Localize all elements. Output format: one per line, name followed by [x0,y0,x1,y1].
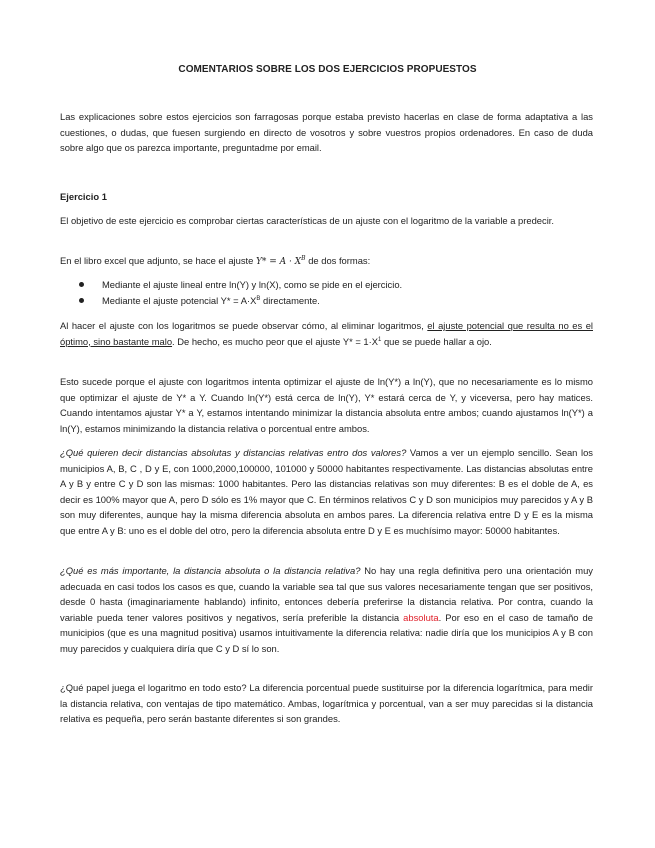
libro-formula [256,257,306,267]
libro-formula-base: Y* = A · X [255,257,302,267]
list-item-text-post: directamente. [260,294,320,306]
document-title: COMENTARIOS SOBRE LOS DOS EJERCICIOS PROPUESTOS [178,64,477,75]
question-2-italic: ¿Qué es más importante, la distancia absoluta o la distancia relativa? [60,565,361,576]
bullet-icon [79,298,84,303]
question-2-paragraph [60,563,593,657]
list-item-text: Mediante el ajuste lineal entre ln(Y) y ln(X), como se pide en el ejercicio. [102,279,403,290]
hacer-text-pre: Al hacer el ajuste con los logaritmos se puede observar cómo, al eliminar logaritmos, [60,320,428,331]
libro-text-pre: En el libro excel que adjunto, se hace el ajuste [60,255,256,266]
hacer-paragraph [60,318,593,349]
sucede-paragraph: Esto sucede porque el ajuste con logaritmos intenta optimizar el ajuste de ln(Y*) a ln(Y), que no necesariamente es lo mismo que optimizar el ajuste de Y* a Y. Cuando ln(Y*) está cerca de ln(Y), Y* estará cerca de Y, y viceversa, pero hay matices. Cuando intentamos ajustar Y* a Y, estamos intentando minimizar la distancia absoluta entre ambos; cuando ajustamos ln(Y*) a ln(Y), estamos minimizando la distancia relativa o porcentual entre ambos. [60,376,593,434]
question-1-italic: ¿Qué quieren decir distancias absolutas y distancias relativas entro dos valores? [60,447,407,458]
list-item [60,293,593,309]
question-1-text: Vamos a ver un ejemplo sencillo. Sean los municipios A, B, C , D y E, con 1000,2000,100000, 101000 y 50000 habitantes respectivamente. Las distancias absolutas entre A y B y entre C y D son las mismas: 1000 habitantes. Pero las distancias relativas son muy diferentes: B es el doble de A, es decir es 100% mayor que A, pero D sólo es 1% mayor que C. En términos relativos C y D son municipios muy parecidos y A y B son muy diferentes, aunque hay la misma diferencia absoluta en ambos pares. La diferencia relativa entre D y E es la misma que entre A y B: uno es el doble del otro, pero la diferencia absoluta entre D y E es muchísimo mayor: 50000 habitantes. [60,447,593,536]
libro-formula-exponent: B [301,255,306,262]
ejercicio-1-heading: Ejercicio 1 [60,191,107,202]
question-3-paragraph: ¿Qué papel juega el logaritmo en todo esto? La diferencia porcentual puede sustituirse por la diferencia logarítmica, para medir la distancia relativa, con ventajas de tipo matemático. Ambas, logarítmica y porcentual, van a ser muy parecidas si la distancia relativa es pequeña, pero serán bastante diferentes si son grandes. [60,682,593,725]
hacer-text-end: que se puede hallar a ojo. [381,335,492,347]
hacer-text-post: . De hecho, es mucho peor que el ajuste Y* = 1·X [172,335,378,347]
objetivo-paragraph: El objetivo de este ejercicio es comprobar ciertas características de un ajuste con el logaritmo de la variable a predecir. [60,215,554,226]
hacer-underlined-text: el ajuste potencial que resulta no es el óptimo, sino bastante malo [60,320,593,347]
libro-paragraph [60,253,593,271]
methods-list [60,277,593,308]
question-1-paragraph [60,445,593,539]
list-item-exponent: B [256,295,261,302]
hacer-exponent: 1 [378,336,382,343]
list-item-text: Mediante el ajuste potencial Y* = A·X [102,294,257,306]
bullet-icon [79,282,84,287]
question-2-highlight: absoluta [403,611,439,623]
intro-paragraph: Las explicaciones sobre estos ejercicios son farragosas porque estaba previsto hacerlas en clase de forma adaptativa a las cuestiones, o dudas, que fuesen surgiendo en directo de vosotros y sobre vuestros propios ordenadores. En caso de duda sobre algo que os parezca importante, preguntadme por email. [60,111,593,154]
question-2-text: No hay una regla definitiva pero una orientación muy adecuada en casi todos los casos es que, cuando la variable sea tal que sus valores necesariamente tengan que ser positivos, desde 0 hasta (imaginariamente hablando) infinito, entonces debería preferirse la distancia relativa. Por contra, cuando la variable pueda tener valores positivos y negativos, sería preferible la distancia [60,565,593,623]
question-2-text-end: . Por eso en el caso de tamaño de municipios (que es una magnitud positiva) usamos intuitivamente la diferencia relativa: nadie diría que los municipios A y B con muy parecidos y cualquiera diría que C y D sí lo son. [60,611,593,654]
list-item [60,277,593,293]
libro-text-post: de dos formas: [305,255,371,266]
